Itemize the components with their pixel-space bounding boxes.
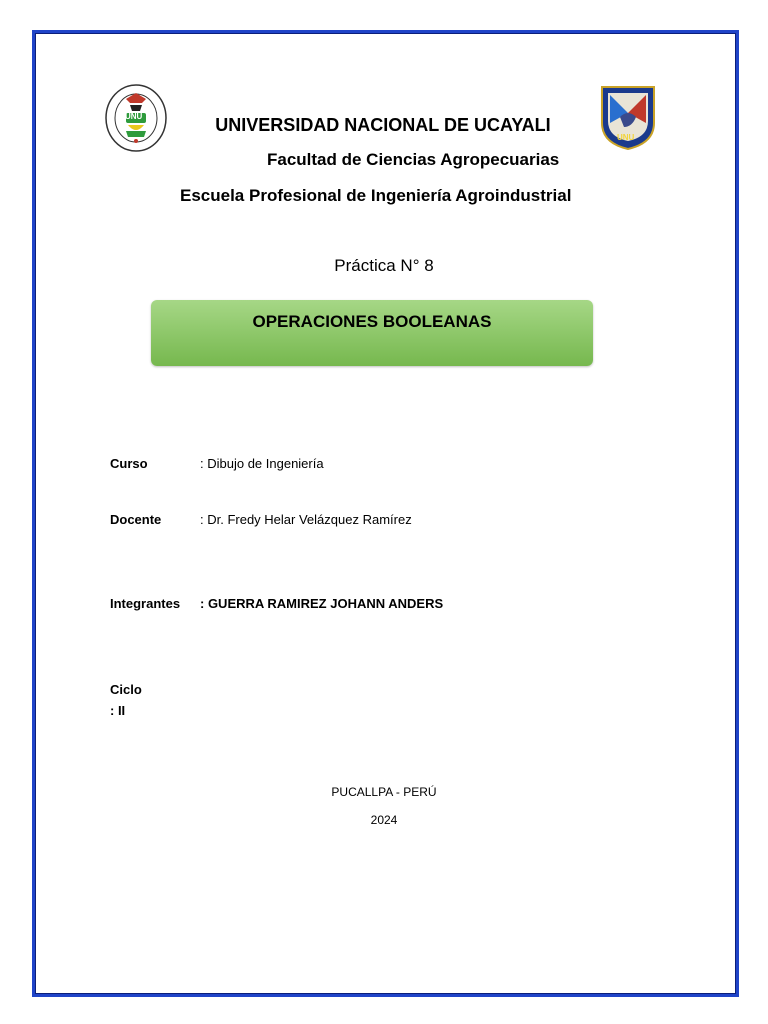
ciclo-label: Ciclo bbox=[110, 682, 142, 697]
docente-label: Docente bbox=[110, 512, 162, 527]
ciclo-value: : II bbox=[110, 703, 126, 718]
docente-value: : Dr. Fredy Helar Velázquez Ramírez bbox=[200, 512, 412, 527]
practice-number: Práctica N° 8 bbox=[334, 256, 434, 275]
title-banner-text: OPERACIONES BOOLEANAS bbox=[252, 312, 492, 331]
faculty-name: Facultad de Ciencias Agropecuarias bbox=[267, 150, 560, 169]
footer-place: PUCALLPA - PERÚ bbox=[331, 785, 437, 799]
title-banner bbox=[151, 300, 593, 366]
footer-year: 2024 bbox=[370, 813, 398, 827]
shield-text: UNU bbox=[617, 133, 635, 142]
school-name: Escuela Profesional de Ingeniería Agroindustrial bbox=[180, 186, 572, 205]
curso-value: : Dibujo de Ingeniería bbox=[200, 456, 324, 471]
curso-label: Curso bbox=[110, 456, 148, 471]
integrantes-label: Integrantes bbox=[110, 596, 181, 611]
seal-center-text: UNU bbox=[125, 112, 143, 121]
university-name: UNIVERSIDAD NACIONAL DE UCAYALI bbox=[215, 115, 551, 135]
integrantes-value: : GUERRA RAMIREZ JOHANN ANDERS bbox=[200, 596, 444, 611]
